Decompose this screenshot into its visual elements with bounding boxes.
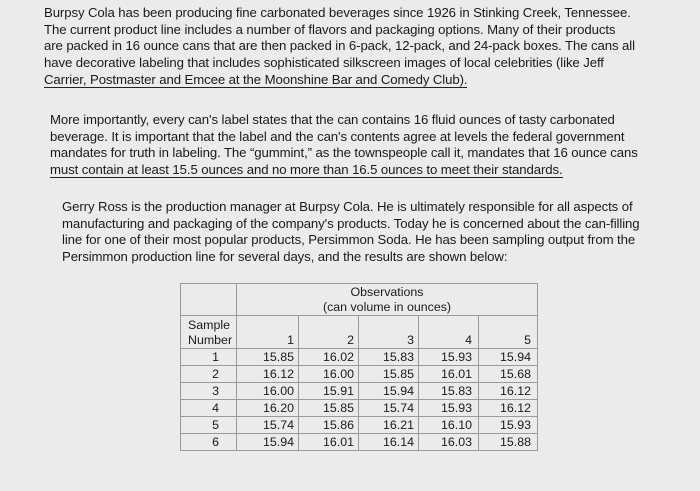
value-cell: 16.00 <box>237 383 299 400</box>
sample-number-cell: 3 <box>181 383 237 400</box>
value-cell: 15.85 <box>299 400 359 417</box>
value-cell: 15.68 <box>479 366 538 383</box>
text-line: More importantly, every can's label states that the can contains 16 fluid ounces of tasty carbonated <box>50 112 615 127</box>
value-cell: 15.85 <box>359 366 419 383</box>
value-cell: 15.91 <box>299 383 359 400</box>
observations-title-line: Observations <box>350 285 424 299</box>
observations-title <box>237 284 538 316</box>
table-row <box>181 349 538 366</box>
value-cell: 15.74 <box>359 400 419 417</box>
value-cell: 15.83 <box>359 349 419 366</box>
table-row <box>181 417 538 434</box>
value-cell: 15.85 <box>237 349 299 366</box>
value-cell: 16.14 <box>359 434 419 451</box>
table-row <box>181 383 538 400</box>
sample-number-header <box>181 316 237 349</box>
value-cell: 15.83 <box>419 383 479 400</box>
value-cell: 16.12 <box>479 400 538 417</box>
column-header: 1 <box>237 316 299 349</box>
value-cell: 16.01 <box>299 434 359 451</box>
value-cell: 16.00 <box>299 366 359 383</box>
value-cell: 15.94 <box>237 434 299 451</box>
table-title-row <box>181 284 538 316</box>
value-cell: 16.03 <box>419 434 479 451</box>
sample-number-cell: 1 <box>181 349 237 366</box>
value-cell: 15.93 <box>419 349 479 366</box>
text-line: have decorative labeling that includes sophisticated silkscreen images of local celebrities (like Jeff <box>44 55 604 71</box>
text-line: Gerry Ross is the production manager at Burpsy Cola. He is ultimately responsible for all aspects of <box>62 199 633 214</box>
sample-header-line: Sample <box>188 318 231 332</box>
value-cell: 16.02 <box>299 349 359 366</box>
table-cell-empty <box>181 284 237 316</box>
text-line: Persimmon production line for several days, and the results are shown below: <box>62 249 508 265</box>
column-header: 4 <box>419 316 479 349</box>
value-cell: 15.74 <box>237 417 299 434</box>
text-line: must contain at least 15.5 ounces and no more than 16.5 ounces to meet their standards. <box>50 162 563 178</box>
sample-header-line: Number <box>188 333 233 347</box>
value-cell: 15.88 <box>479 434 538 451</box>
column-header: 2 <box>299 316 359 349</box>
value-cell: 15.86 <box>299 417 359 434</box>
value-cell: 16.21 <box>359 417 419 434</box>
table-row <box>181 366 538 383</box>
table-row <box>181 434 538 451</box>
observations-table <box>180 283 538 451</box>
sample-number-cell: 2 <box>181 366 237 383</box>
value-cell: 16.10 <box>419 417 479 434</box>
text-line: line for one of their most popular products, Persimmon Soda. He has been sampling output from the <box>62 232 636 248</box>
column-header: 3 <box>359 316 419 349</box>
paragraph-labeling <box>50 112 680 179</box>
sample-number-cell: 5 <box>181 417 237 434</box>
paragraph-intro <box>44 5 684 89</box>
sample-number-cell: 4 <box>181 400 237 417</box>
sample-number-cell: 6 <box>181 434 237 451</box>
table-row <box>181 400 538 417</box>
text-line: Burpsy Cola has been producing fine carbonated beverages since 1926 in Stinking Creek, Tennessee. <box>44 5 631 20</box>
text-line: Carrier, Postmaster and Emcee at the Moonshine Bar and Comedy Club). <box>44 71 468 87</box>
observations-subtitle-line: (can volume in ounces) <box>322 300 452 314</box>
value-cell: 16.12 <box>479 383 538 400</box>
text-line: beverage. It is important that the label and the can's contents agree at levels the federal government <box>50 128 625 144</box>
value-cell: 15.94 <box>359 383 419 400</box>
value-cell: 16.20 <box>237 400 299 417</box>
value-cell: 15.93 <box>479 417 538 434</box>
value-cell: 15.94 <box>479 349 538 366</box>
paragraph-production <box>62 199 682 266</box>
value-cell: 16.01 <box>419 366 479 383</box>
value-cell: 16.12 <box>237 366 299 383</box>
column-header: 5 <box>479 316 538 349</box>
table-header-row <box>181 316 538 349</box>
text-line: The current product line includes a number of flavors and packaging options. Many of their products <box>44 21 616 37</box>
value-cell: 15.93 <box>419 400 479 417</box>
text-line: manufacturing and packaging of the company's products. Today he is concerned about the can-filling <box>62 215 640 231</box>
text-line: mandates for truth in labeling. The “gummint,” as the townspeople call it, mandates that 16 ounce cans <box>50 145 638 161</box>
text-line: are packed in 16 ounce cans that are then packed in 6-pack, 12-pack, and 24-pack boxes. The cans all <box>44 38 635 54</box>
